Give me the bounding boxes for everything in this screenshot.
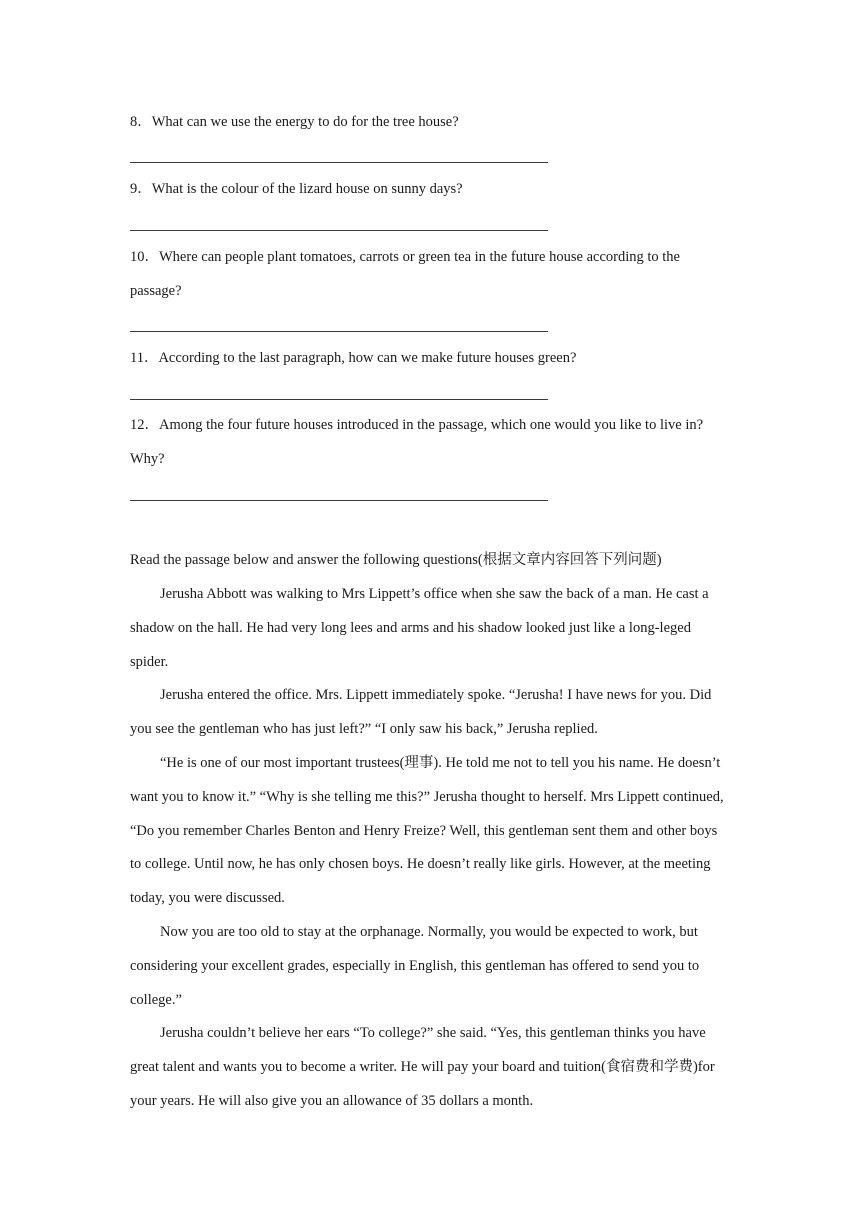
passage-paragraph-3: “He is one of our most important trustees(理事). He told me not to tell you his name. He doesn’t want you to know it.” “Why is she telling me this?” Jerusha thought to herself. Mrs Lippett continued, “Do you remember Charles Benton and Henry Freize? Well, this gentleman sent them and other boys to college. Until now, he has only chosen boys. He doesn’t really like girls. However, at the meeting today, you were discussed. (130, 755, 724, 907)
passage-instruction: Read the passage below and answer the following questions(根据文章内容回答下列问题) (130, 552, 662, 568)
answer-line-8[interactable] (130, 162, 548, 163)
question-8: 8．What can we use the energy to do for the tree house? (130, 114, 459, 130)
answer-line-10[interactable] (130, 331, 548, 332)
passage-paragraph-5: Jerusha couldn’t believe her ears “To college?” she said. “Yes, this gentleman thinks you have great talent and wants you to become a writer. He will pay your board and tuition(食宿费和学费)for your years. He will also give you an allowance of 35 dollars a month. (130, 1025, 715, 1109)
question-10: 10．Where can people plant tomatoes, carrots or green tea in the future house according to the passage? (130, 249, 680, 299)
question-12: 12．Among the four future houses introduced in the passage, which one would you like to live in? Why? (130, 417, 704, 467)
question-11: 11．According to the last paragraph, how can we make future houses green? (130, 350, 577, 366)
passage-paragraph-1: Jerusha Abbott was walking to Mrs Lippett’s office when she saw the back of a man. He cast a shadow on the hall. He had very long lees and arms and his shadow looked just like a long-leged spider. (130, 586, 709, 670)
answer-line-9[interactable] (130, 230, 548, 231)
passage-paragraph-2: Jerusha entered the office. Mrs. Lippett immediately spoke. “Jerusha! I have news for you. Did you see the gentleman who has just left?” “I only saw his back,” Jerusha replied. (130, 687, 712, 737)
answer-line-12[interactable] (130, 500, 548, 501)
question-9: 9．What is the colour of the lizard house on sunny days? (130, 181, 463, 197)
answer-line-11[interactable] (130, 399, 548, 400)
passage-paragraph-4: Now you are too old to stay at the orphanage. Normally, you would be expected to work, but considering your excellent grades, especially in English, this gentleman has offered to send you to college.” (130, 924, 700, 1008)
